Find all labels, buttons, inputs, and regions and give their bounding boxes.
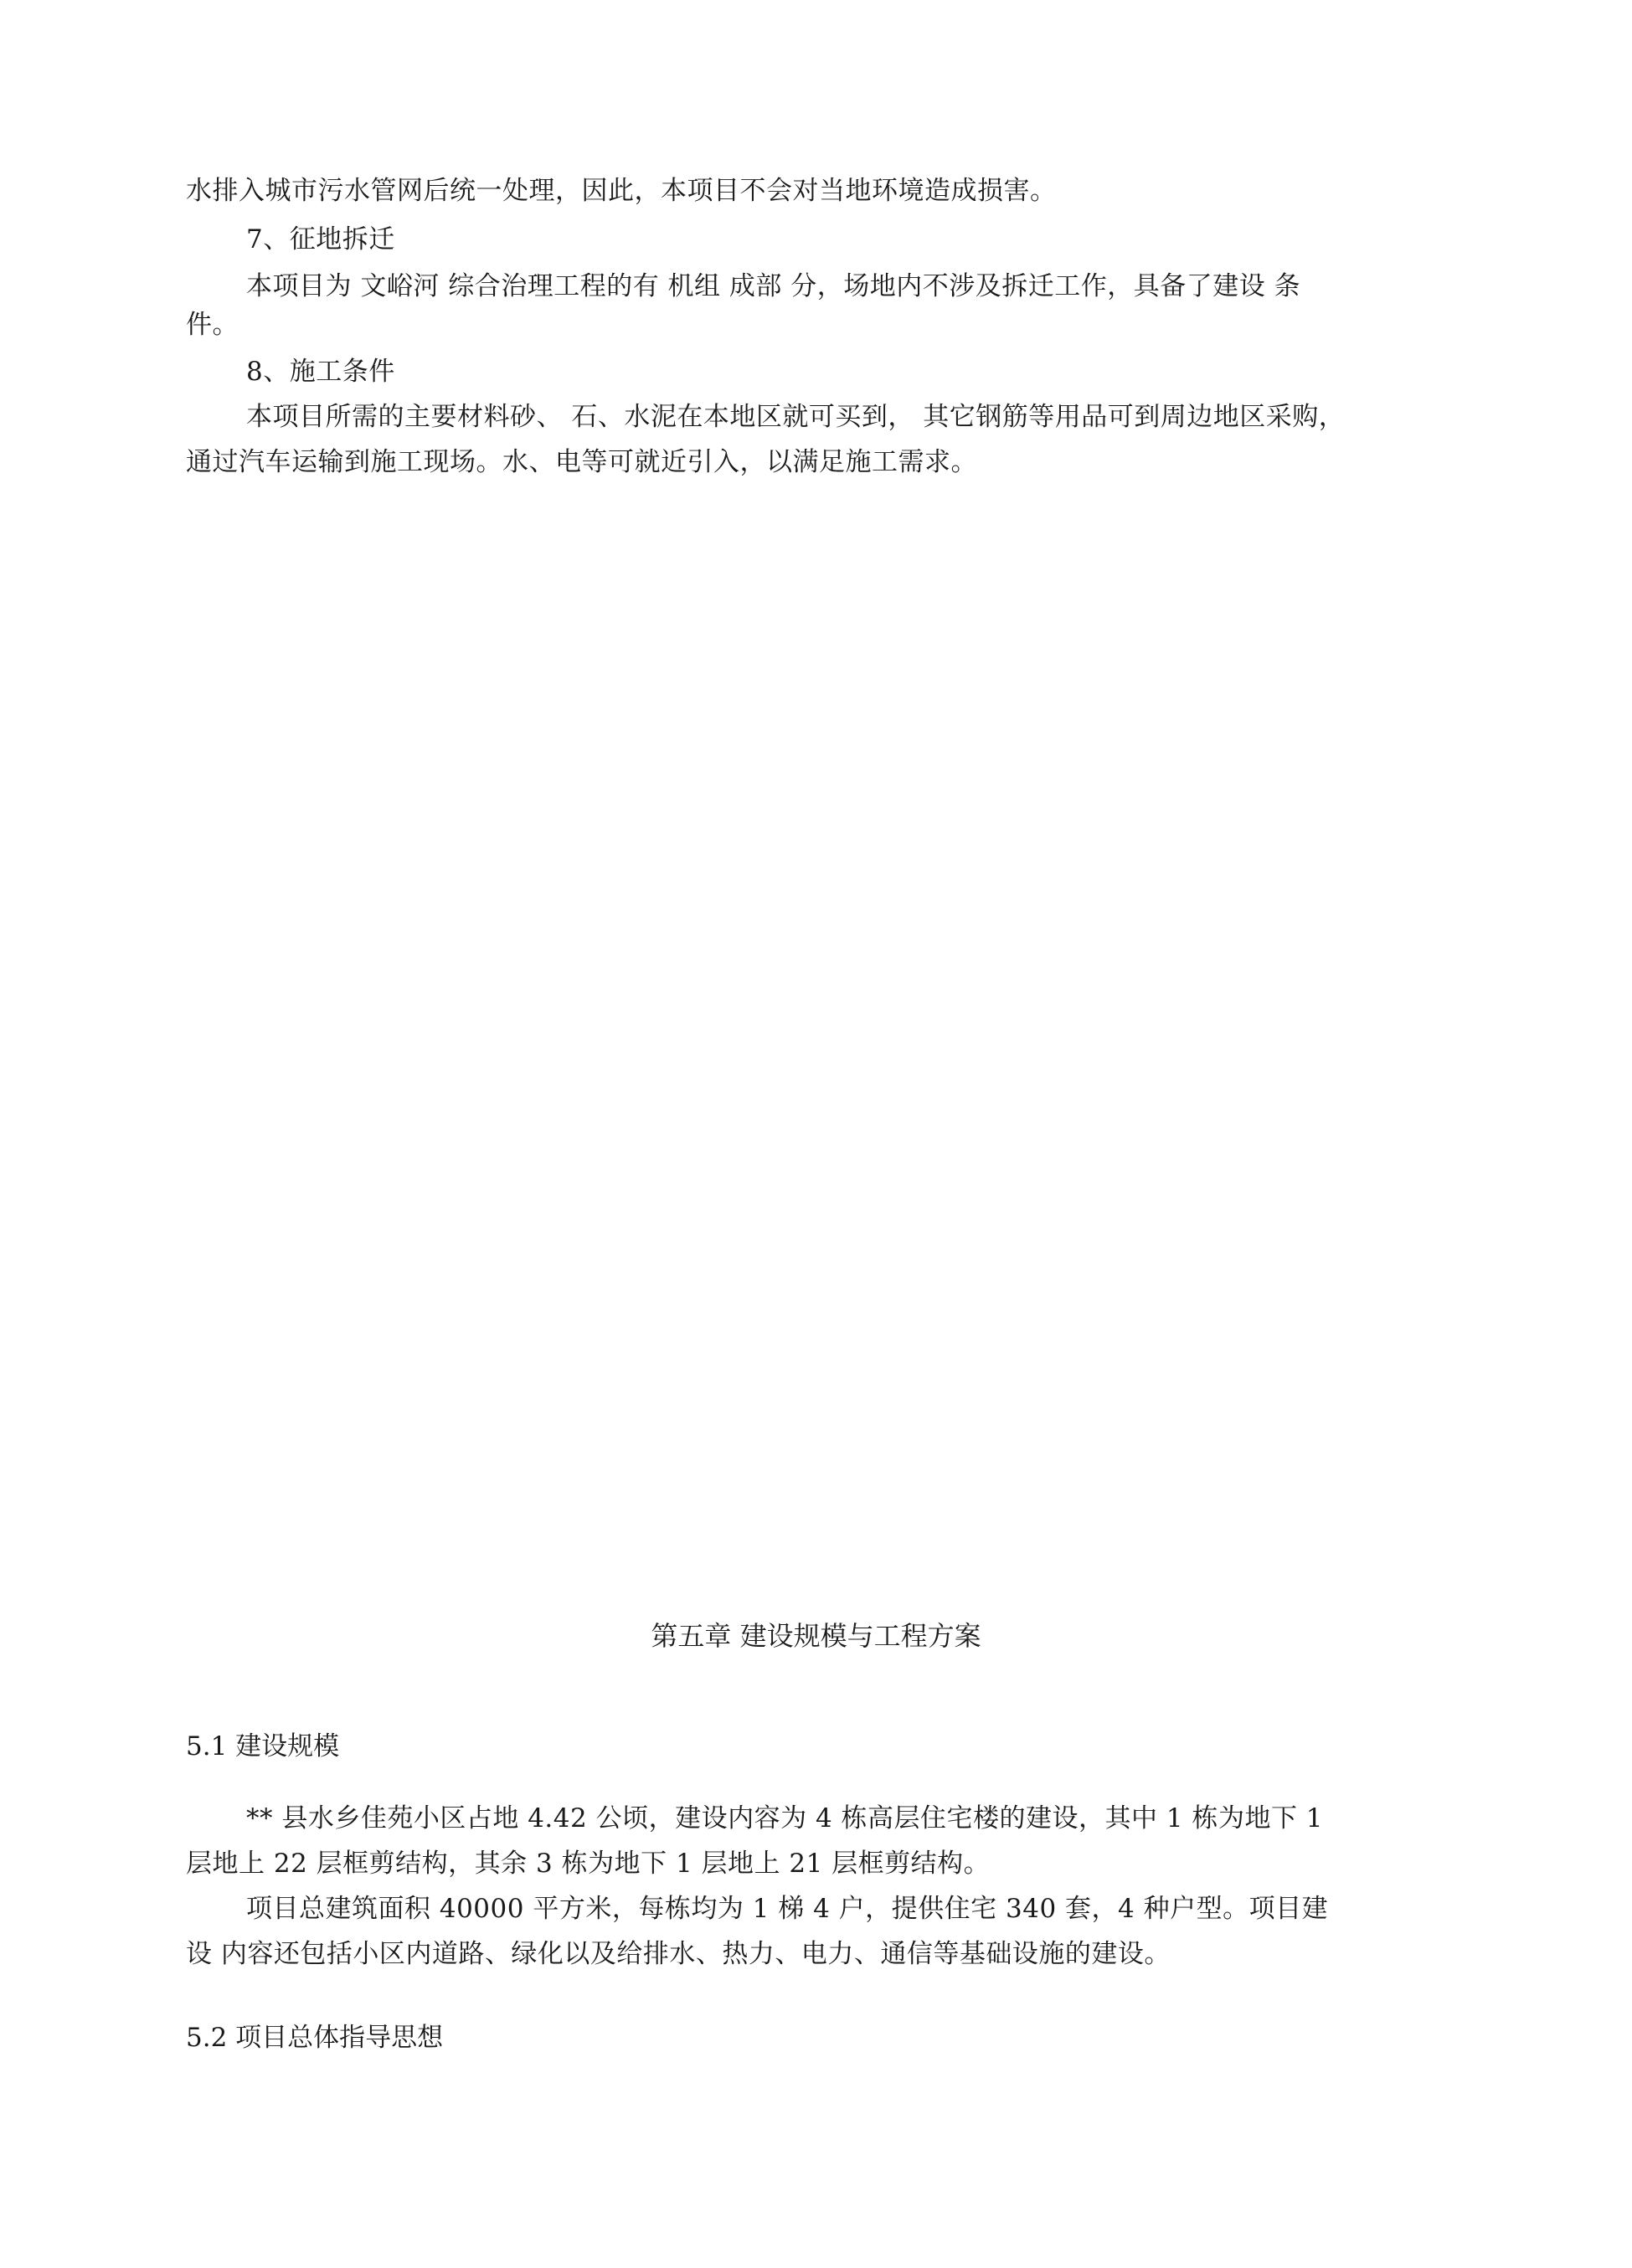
section-5-1-heading: 5.1 建设规模 bbox=[186, 1731, 340, 1761]
section-5-2-heading: 5.2 项目总体指导思想 bbox=[186, 2023, 444, 2053]
section-8-heading: 8、施工条件 bbox=[246, 357, 395, 387]
section-7-paragraph-line-1: 本项目为 文峪河 综合治理工程的有 机组 成部 分，场地内不涉及拆迁工作，具备了建设 条 bbox=[246, 271, 1301, 301]
section-8-paragraph-line-1: 本项目所需的主要材料砂、 石、水泥在本地区就可买到， 其它钢筋等用品可到周边地区采购， bbox=[246, 402, 1346, 432]
chapter-title: 第五章 建设规模与工程方案 bbox=[651, 1620, 981, 1652]
paragraph-continuation: 水排入城市污水管网后统一处理，因此，本项目不会对当地环境造成损害。 bbox=[186, 176, 1057, 206]
section-7-paragraph-line-2: 件。 bbox=[186, 310, 239, 340]
section-5-1-paragraph-1-line-1: ** 县水乡佳苑小区占地 4.42 公顷，建设内容为 4 栋高层住宅楼的建设，其中 1 栋为地下 1 bbox=[246, 1803, 1324, 1833]
section-5-1-paragraph-2-line-2: 设 内容还包括小区内道路、绿化以及给排水、热力、电力、通信等基础设施的建设。 bbox=[186, 1939, 1171, 1969]
section-7-heading: 7、征地拆迁 bbox=[246, 224, 395, 255]
section-8-paragraph-line-2: 通过汽车运输到施工现场。水、电等可就近引入，以满足施工需求。 bbox=[186, 447, 977, 477]
section-5-1-paragraph-2-line-1: 项目总建筑面积 40000 平方米，每栋均为 1 梯 4 户，提供住宅 340 套，4 种户型。项目建 bbox=[246, 1894, 1329, 1924]
section-5-1-paragraph-1-line-2: 层地上 22 层框剪结构，其余 3 栋为地下 1 层地上 21 层框剪结构。 bbox=[186, 1849, 991, 1879]
